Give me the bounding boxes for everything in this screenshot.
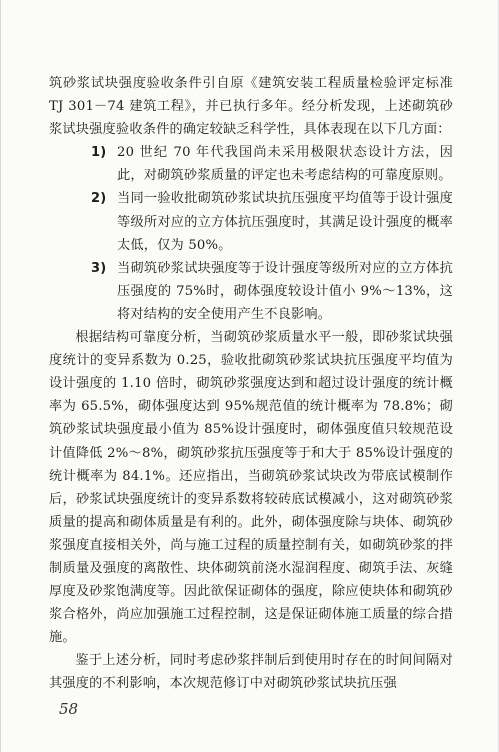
intro-paragraph: 筑砂浆试块强度验收条件引自原《建筑安装工程质量检验评定标准 TJ 301－74 建筑工程》，并已执行多年。经分析发现，上述砌筑砂浆试块强度验收条件的确定较缺乏科学性，具体表现在以下几方面： (49, 76, 453, 138)
page-number: 58 (59, 700, 79, 718)
list-item-text: 当砌筑砂浆试块强度等于设计强度等级所对应的立方体抗压强度的 75%时，砌体强度较设计值小 9%～13%，这将对结构的安全使用产生不良影响。 (117, 260, 453, 322)
list-item (49, 141, 453, 187)
body-text (49, 72, 453, 696)
list-item (49, 187, 453, 256)
list-item (49, 257, 453, 326)
list-number: 2) (91, 191, 107, 207)
list-number: 3) (91, 260, 107, 276)
analysis-paragraph: 根据结构可靠度分析，当砌筑砂浆质量水平一般，即砂浆试块强度统计的变异系数为 0.25，验收批砌筑砂浆试块抗压强度平均值为设计强度的 1.10 倍时，砌筑砂浆强度达到和超过设计强度的统计概率为 65.5%，砌体强度达到 95%规范值的统计概率为 78.8%；砌筑砂浆试块强度最小值为 85%设计强度时，砌体强度值只较规范设计值降低 2%～8%，砌筑砂浆抗压强度等于和大于 85%设计强度的统计概率为 84.1%。还应指出，当砌筑砂浆试块改为带底试模制作后，砂浆试块强度统计的变异系数将较砖底试模减小，这对砌筑砂浆质量的提高和砌体质量是有利的。此外，砌体强度除与块体、砌筑砂浆强度直接相关外，尚与施工过程的质量控制有关，如砌筑砂浆的拌制质量及强度的离散性、块体砌筑前浇水湿润程度、砌筑手法、灰缝厚度及砂浆饱满度等。因此欲保证砌体的强度，除应使块体和砌筑砂浆合格外，尚应加强施工过程控制，这是保证砌体施工质量的综合措施。 (49, 330, 453, 646)
list-item-text: 当同一验收批砌筑砂浆试块抗压强度平均值等于设计强度等级所对应的立方体抗压强度时，其满足设计强度的概率太低，仅为 50%。 (117, 191, 453, 253)
conclusion-paragraph: 鉴于上述分析，同时考虑砂浆拌制后到使用时存在的时间间隔对其强度的不利影响，本次规范修订中对砌筑砂浆试块抗压强 (49, 653, 453, 692)
list-number: 1) (91, 145, 107, 161)
list-item-text: 20 世纪 70 年代我国尚未采用极限状态设计方法，因此，对砌筑砂浆质量的评定也未考虑结构的可靠度原则。 (117, 145, 453, 184)
